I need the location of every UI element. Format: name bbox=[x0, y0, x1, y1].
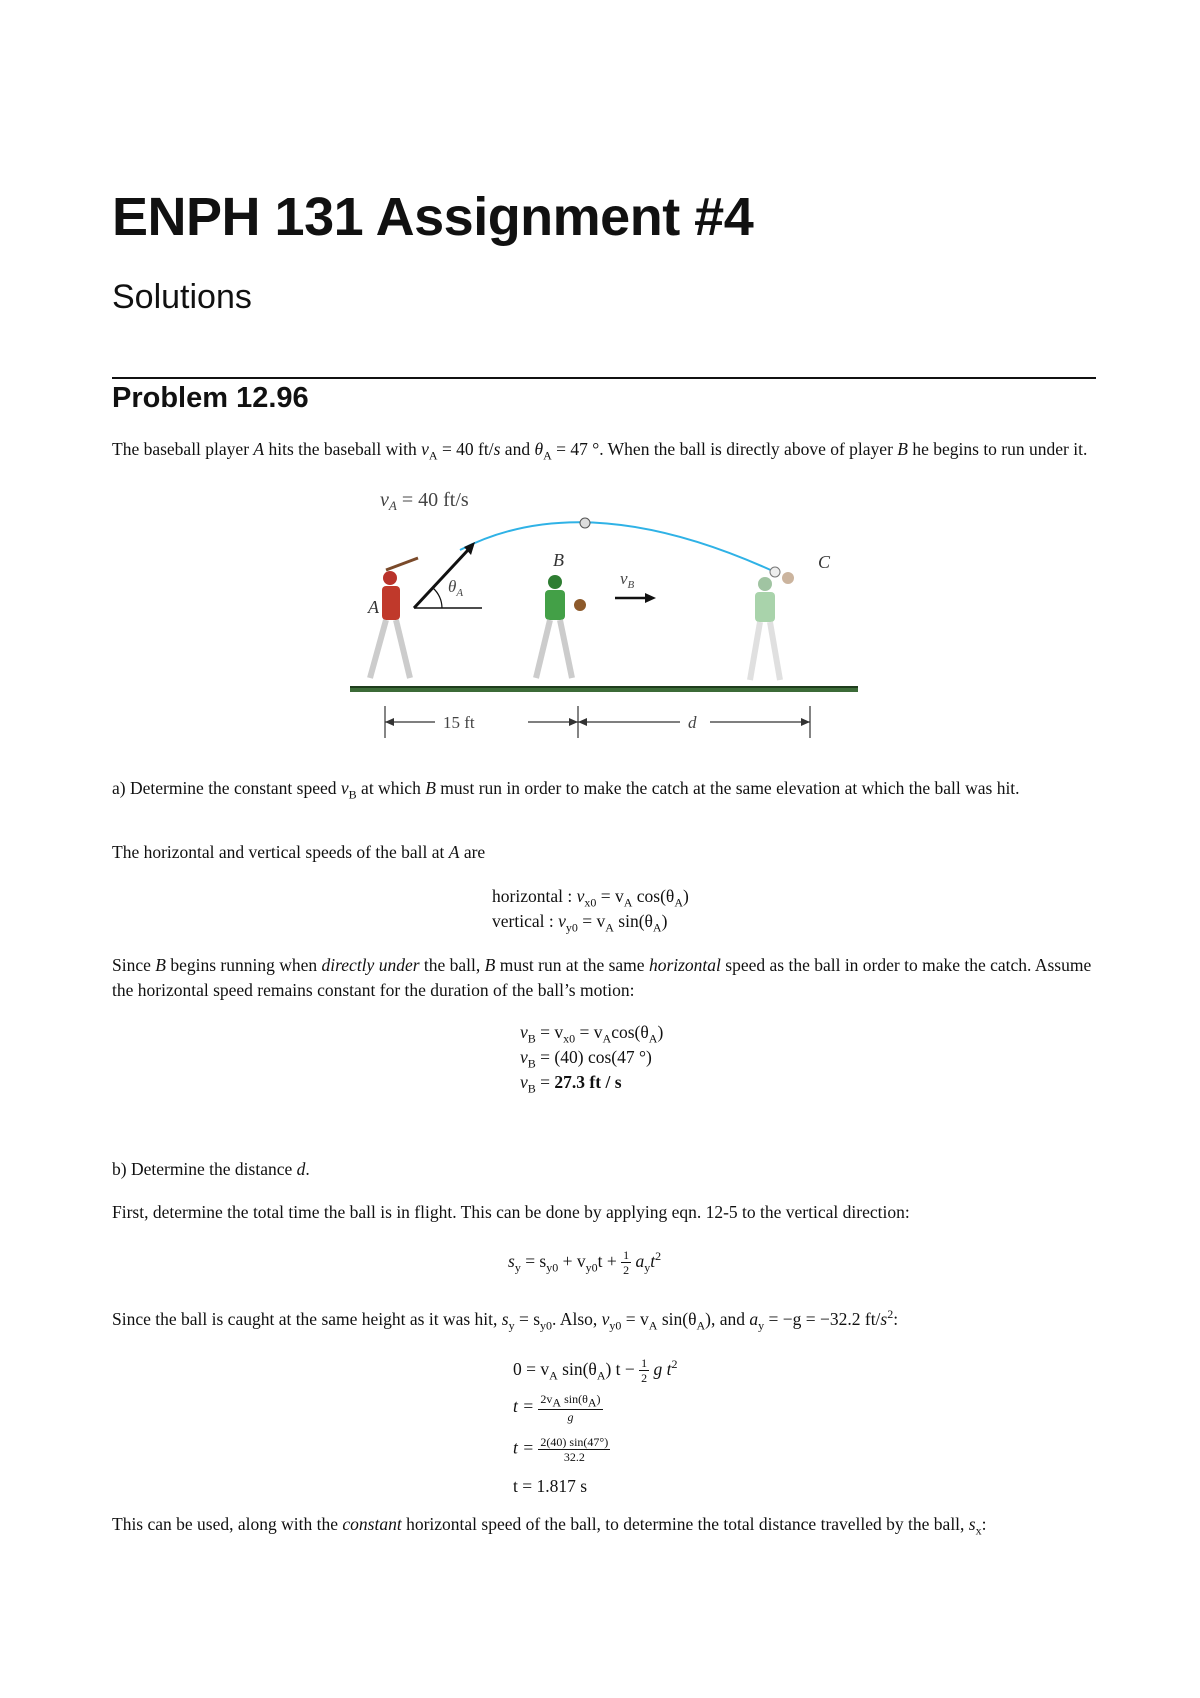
part-b-question: b) Determine the distance d. bbox=[112, 1159, 310, 1179]
same-height-paragraph: Since the ball is caught at the same height as it was hit, $s_y = s_{y0}$. Also, $v_{y0} = v_A$ $\sin(\theta_A)$, and $a_y = -g = -32.2$ $ft/s^2$: bbox=[112, 1307, 899, 1333]
problem-intro: The baseball player A hits the baseball with $v_A = 40$ ft/s and $\theta_A = 47$ °. When the ball is directly above of player B he begins to run under it. bbox=[112, 439, 1088, 463]
flight-time-intro: First, determine the total time the ball is in flight. This can be done by applying eqn. 12-5 to the vertical direction: bbox=[112, 1202, 910, 1222]
ball-end bbox=[770, 567, 780, 577]
answer-vb: 27.3 ft / s bbox=[554, 1072, 622, 1092]
result-line-2: $v_B = (40)$ cos(47 °) bbox=[520, 1047, 652, 1071]
time-result: t = 1.817 s bbox=[513, 1476, 588, 1496]
player-b-figure bbox=[536, 575, 586, 678]
part-a-question: a) Determine the constant speed $v_B$ at which B must run in order to make the catch at the same elevation at which the ball was hit. bbox=[112, 778, 1020, 802]
time-equation-2: t = $\frac{2v_A \sin(\theta_A)}{g}$ bbox=[513, 1392, 601, 1425]
ball-trajectory bbox=[460, 522, 775, 572]
section-divider bbox=[112, 377, 1096, 379]
player-c-figure bbox=[750, 572, 794, 680]
time-equation-3: t = $\frac{2(40) \sin(47^\circ)}{32.2}$ bbox=[513, 1435, 609, 1464]
svg-text:θA: $\theta_A$ bbox=[448, 577, 464, 599]
figure-dim-d: d bbox=[688, 713, 697, 732]
speeds-intro: The horizontal and vertical speeds of the ball at A are bbox=[112, 842, 486, 862]
problem-heading: Problem 12.96 bbox=[112, 382, 309, 414]
figure-dim-15ft: 15 ft bbox=[443, 713, 475, 732]
svg-text:vA = 40 ft/s: $v_A = 40$ ft/s bbox=[380, 489, 469, 513]
document-title: ENPH 131 Assignment #4 bbox=[112, 187, 754, 247]
figure-vb-label: v bbox=[620, 569, 628, 588]
player-a-figure bbox=[370, 558, 418, 678]
figure-label-b: B bbox=[553, 550, 564, 570]
since-paragraph: Since B begins running when directly under the ball, B must run at the same horizontal speed as the ball in order to make the catch. Assume the horizontal speed remains constant for the duration of the ball’s motion: bbox=[112, 955, 1092, 1000]
angle-arc bbox=[433, 588, 442, 608]
equation-horizontal: horizontal : $v_{x0} = v_A$ $\cos(\theta_A)$ bbox=[492, 886, 689, 910]
distance-paragraph: This can be used, along with the constant horizontal speed of the ball, to determine the total distance travelled by the ball, $s_x$: bbox=[112, 1514, 987, 1538]
figure-theta-label: θ bbox=[448, 577, 457, 596]
projectile-figure bbox=[340, 489, 880, 750]
time-equation-1: $0 = v_A$ $\sin(\theta_A) t$ − $\frac{1}{2}$ g $t^2$ bbox=[513, 1356, 678, 1386]
equation-vertical: vertical : $v_{y0} = v_A$ $\sin(\theta_A)$ bbox=[492, 911, 668, 935]
result-line-1: $v_B = v_{x0} = v_A\cos(\theta_A)$ bbox=[520, 1022, 664, 1046]
figure-label-a: A bbox=[368, 597, 379, 617]
ball-apex bbox=[580, 518, 590, 528]
svg-text:vB: $v_B$ bbox=[620, 569, 635, 591]
document-subtitle: Solutions bbox=[112, 278, 252, 316]
kinematic-equation: $s_y = s_{y0} + v_{y0}t$ + $\frac{1}{2}$ $a_yt^2$ bbox=[508, 1248, 662, 1278]
figure-va-label: v bbox=[380, 489, 389, 511]
figure-label-c: C bbox=[818, 552, 831, 572]
result-line-3: $v_B = 27.3$ ft / s bbox=[520, 1072, 622, 1096]
